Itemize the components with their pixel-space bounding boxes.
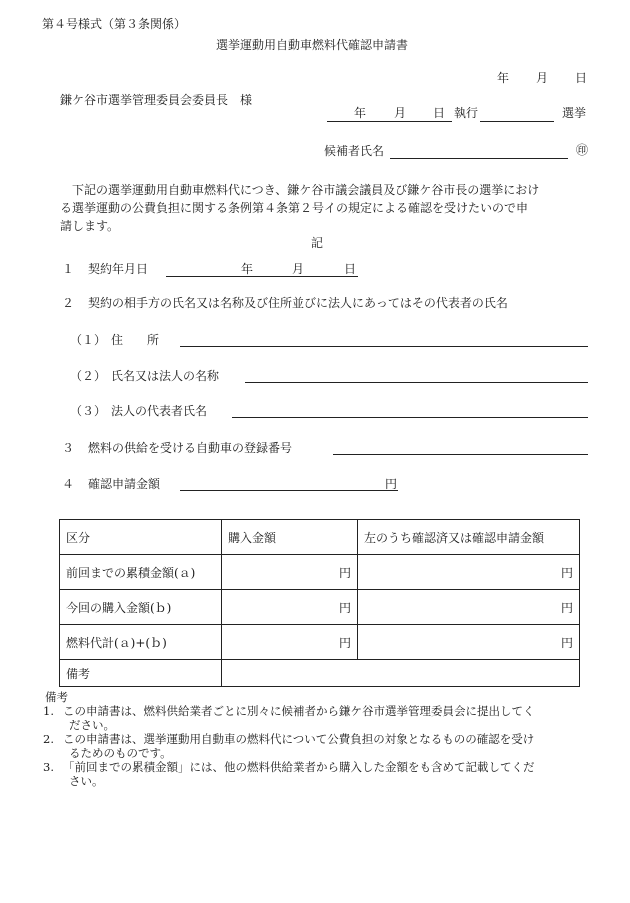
- item3-number: ３: [62, 441, 75, 455]
- note-text-line-2: ださい。: [69, 718, 115, 732]
- election-label: 選挙: [562, 106, 587, 120]
- note-text-line-2: さい。: [69, 774, 104, 788]
- note-number: 2.: [43, 732, 54, 746]
- sub3-label: 法人の代表者氏名: [111, 404, 208, 418]
- contract-date-field[interactable]: [166, 276, 358, 277]
- sub3-number: （３）: [70, 404, 107, 418]
- confirmed-amount-cell[interactable]: 円: [358, 590, 580, 625]
- table-header-confirmed: 左のうち確認済又は確認申請金額: [358, 520, 580, 555]
- election-year: 年: [354, 106, 367, 120]
- sub1-number: （１）: [70, 333, 107, 347]
- item1-number: １: [62, 262, 75, 276]
- notes-heading: 備考: [45, 690, 68, 704]
- purchase-amount-cell[interactable]: 円: [222, 590, 358, 625]
- note-number: 3.: [43, 760, 54, 774]
- candidate-name-field[interactable]: [390, 158, 568, 159]
- page-title: 選挙運動用自動車燃料代確認申請書: [216, 38, 409, 52]
- amount-table: [59, 519, 580, 687]
- confirmed-amount-cell[interactable]: 円: [358, 555, 580, 590]
- note-number: 1.: [43, 704, 54, 718]
- table-header-row: [60, 520, 580, 555]
- item2-label: 契約の相手方の氏名又は名称及び住所並びに法人にあってはその代表者の氏名: [88, 296, 508, 310]
- table-row: [60, 625, 580, 660]
- sub1-label: 住 所: [111, 333, 160, 347]
- table-row: [60, 590, 580, 625]
- row-label: 前回までの累積金額(ａ): [60, 555, 222, 590]
- note-text-line-1: この申請書は、選挙運動用自動車の燃料代について公費負担の対象となるものの確認を受け: [63, 732, 535, 746]
- addressee: 鎌ケ谷市選挙管理委員会委員長 様: [60, 93, 253, 107]
- ki-label: 記: [311, 236, 324, 250]
- item3-label: 燃料の供給を受ける自動車の登録番号: [88, 441, 293, 455]
- amount-unit: 円: [385, 477, 398, 491]
- item4-label: 確認申請金額: [88, 477, 161, 491]
- note-text-line-1: 「前回までの累積金額」には、他の燃料供給業者から購入した金額をも含めて記載してくだ: [63, 760, 535, 774]
- execution-label: 執行: [454, 106, 479, 120]
- note-text-line-2: るためのものです。: [69, 746, 172, 760]
- sub2-number: （２）: [70, 369, 107, 383]
- address-field[interactable]: [180, 346, 588, 347]
- seal-mark: ㊞: [576, 143, 589, 157]
- table-row: [60, 555, 580, 590]
- note-item: [43, 732, 534, 760]
- purchase-amount-cell[interactable]: 円: [222, 625, 358, 660]
- item1-label: 契約年月日: [88, 262, 149, 276]
- row-label: 燃料代計(ａ)+(ｂ): [60, 625, 222, 660]
- contract-month: 月: [292, 262, 305, 276]
- item4-number: ４: [62, 477, 75, 491]
- election-month: 月: [394, 106, 407, 120]
- body-text-line-3: 請します。: [60, 219, 120, 233]
- election-type-field[interactable]: [480, 121, 554, 122]
- note-item: [43, 760, 535, 788]
- amount-field[interactable]: [180, 490, 398, 491]
- note-text-line-1: この申請書は、燃料供給業者ごとに別々に候補者から鎌ケ谷市選挙管理委員会に提出してく: [63, 704, 535, 718]
- body-text-line-2: る選挙運動の公費負担に関する条例第４条第２号イの規定による確認を受けたいので申: [60, 201, 529, 215]
- table-header-purchase: 購入金額: [222, 520, 358, 555]
- registration-number-field[interactable]: [333, 454, 588, 455]
- contract-day: 日: [344, 262, 357, 276]
- sub2-label: 氏名又は法人の名称: [111, 369, 220, 383]
- table-remarks-row: [60, 660, 580, 687]
- item2-number: ２: [62, 296, 75, 310]
- form-number: 第４号様式（第３条関係）: [42, 17, 187, 31]
- note-item: [43, 704, 535, 732]
- name-field[interactable]: [245, 382, 588, 383]
- row-label: 今回の購入金額(ｂ): [60, 590, 222, 625]
- election-day: 日: [433, 106, 446, 120]
- table-header-category: 区分: [60, 520, 222, 555]
- contract-year: 年: [241, 262, 254, 276]
- representative-field[interactable]: [232, 417, 588, 418]
- remarks-label: 備考: [60, 660, 222, 687]
- candidate-label: 候補者氏名: [324, 144, 385, 158]
- date-line: 年 月 日: [497, 71, 589, 85]
- remarks-cell[interactable]: [222, 660, 580, 687]
- purchase-amount-cell[interactable]: 円: [222, 555, 358, 590]
- confirmed-amount-cell[interactable]: 円: [358, 625, 580, 660]
- body-text-line-1: 下記の選挙運動用自動車燃料代につき、鎌ケ谷市議会議員及び鎌ケ谷市長の選挙におけ: [60, 183, 540, 197]
